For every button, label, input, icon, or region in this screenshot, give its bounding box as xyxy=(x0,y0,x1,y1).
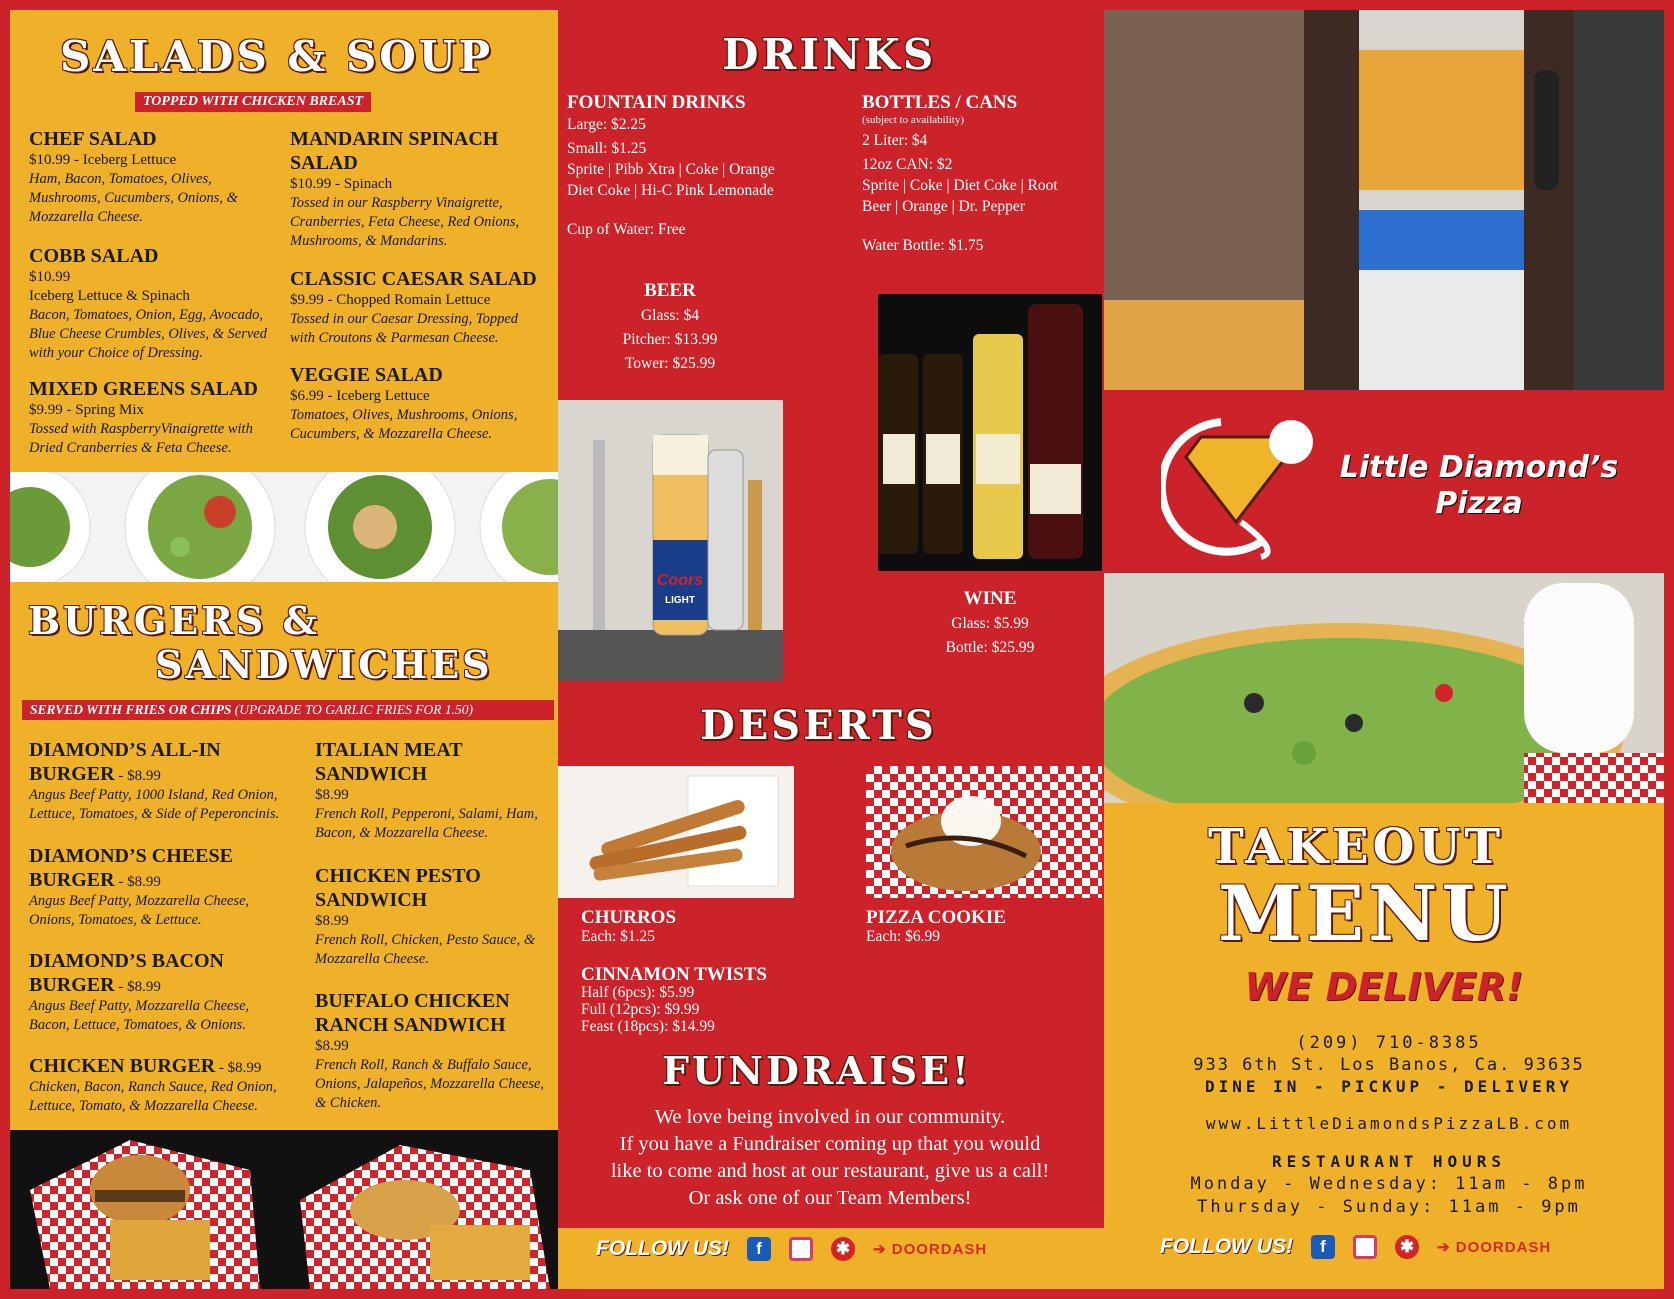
fountain-drinks-title: FOUNTAIN DRINKS xyxy=(567,92,746,113)
burgers-panel xyxy=(10,582,558,1130)
menu-item: CHICKEN PESTO SANDWICH $8.99 French Roll, Chicken, Pesto Sauce, & Mozzarella Cheese. xyxy=(315,865,536,967)
fundraise-text: We love being involved in our community. If you have a Fundraiser coming up that you would like to come and host at our restaurant, give us a call! Or ask one of our Team Members! xyxy=(610,1106,1050,1209)
salads-panel xyxy=(10,10,558,472)
doordash-link[interactable]: ➔ DOORDASH xyxy=(1436,1239,1552,1256)
menu-item: DIAMOND’S ALL-IN BURGER - $8.99 Angus Beef Patty, 1000 Island, Red Onion, Lettuce, Tomatoes, & Side of Peperoncinis. xyxy=(29,739,280,822)
instagram-icon[interactable] xyxy=(1353,1235,1377,1259)
fountain-drinks: FOUNTAIN DRINKS Large: $2.25 Small: $1.25 Sprite | Pibb Xtra | Coke | Orange Diet Coke | Hi-C Pink Lemonade Cup of Water: Free xyxy=(567,92,775,238)
burgers-band: SERVED WITH FRIES OR CHIPS (UPGRADE TO GARLIC FRIES FOR 1.50) xyxy=(22,700,554,720)
pizza-image xyxy=(1104,573,1664,803)
churros-photo xyxy=(558,766,794,898)
menu-item: CHICKEN BURGER - $8.99 Chicken, Bacon, Ranch Sauce, Red Onion, Lettuce, Tomato, & Mozzarella Cheese. xyxy=(29,1055,277,1114)
coors-label: Coors xyxy=(656,572,704,589)
takeout-title: TAKEOUT xyxy=(1208,819,1505,875)
pizza-cookie-image xyxy=(866,766,1102,898)
beer-taps-image xyxy=(558,400,783,681)
follow-label: FOLLOW US! xyxy=(1160,1235,1293,1258)
wine-section: WINE Glass: $5.99 Bottle: $25.99 xyxy=(945,588,1035,656)
hours-line-1: Monday - Wednesday: 11am - 8pm xyxy=(1190,1174,1588,1194)
menu-item: DIAMOND’S BACON BURGER - $8.99 Angus Beef Patty, Mozzarella Cheese, Bacon, Lettuce, Tomatoes, & Onions. xyxy=(29,950,250,1033)
pizza-photo xyxy=(1104,573,1664,803)
bottles-title: BOTTLES / CANS xyxy=(862,92,1018,113)
salads-band: TOPPED WITH CHICKEN BREAST xyxy=(135,92,371,112)
burgers-title-line2: SANDWICHES xyxy=(155,642,493,687)
beer-tower-photo xyxy=(558,400,783,681)
hours-title: RESTAURANT HOURS xyxy=(1271,1152,1507,1171)
hours-line-2: Thursday - Sunday: 11am - 9pm xyxy=(1197,1197,1581,1217)
diamond-chef-logo xyxy=(1161,402,1331,562)
menu-item: BUFFALO CHICKEN RANCH SANDWICH $8.99 French Roll, Ranch & Buffalo Sauce, Onions, Jalapeños, Mozzarella Cheese, & Chicken. xyxy=(315,990,545,1111)
address: 933 6th St. Los Banos, Ca. 93635 xyxy=(1193,1055,1585,1075)
follow-label: FOLLOW US! xyxy=(596,1237,729,1260)
churros-item: CHURROS Each: $1.25 xyxy=(581,907,677,945)
cinnamon-twists-item: CINNAMON TWISTS Half (6pcs): $5.99 Full (12pcs): $9.99 Feast (18pcs): $14.99 xyxy=(581,964,767,1035)
fundraise-title: FUNDRAISE! xyxy=(662,1048,972,1093)
logo-panel xyxy=(1104,390,1664,573)
churros-image xyxy=(558,766,794,898)
beer-tap-photo xyxy=(1104,10,1664,390)
we-deliver: WE DELIVER! xyxy=(1244,965,1524,1009)
follow-bar-right xyxy=(1160,1235,1551,1259)
beer-section: BEER Glass: $4 Pitcher: $13.99 Tower: $25.99 xyxy=(622,280,718,372)
cookie-photo xyxy=(866,766,1102,898)
menu-item: VEGGIE SALAD $6.99 - Iceberg Lettuce Tomatoes, Olives, Mushrooms, Onions, Cucumbers, & Mozzarella Cheese. xyxy=(290,364,518,442)
logo-text: Little Diamond’s Pizza xyxy=(1339,450,1619,521)
drinks-title: DRINKS xyxy=(722,30,937,79)
wine-bottles-image xyxy=(878,294,1102,571)
menu-item: MIXED GREENS SALAD $9.99 - Spring Mix Tossed with RaspberryVinaigrette with Dried Cranberries & Feta Cheese. xyxy=(29,378,258,456)
wine-photo xyxy=(878,294,1102,571)
bottles-cans: BOTTLES / CANS (subject to availability) 2 Liter: $4 12oz CAN: $2 Sprite | Coke | Diet Coke | Root Beer | Orange | Dr. Pepper Water Bottle: $1.75 xyxy=(862,92,1058,254)
cookie-item: PIZZA COOKIE Each: $6.99 xyxy=(866,907,1006,945)
yelp-icon[interactable]: ✱ xyxy=(831,1237,855,1261)
light-label: LIGHT xyxy=(665,595,695,606)
salads-title: SALADS & SOUP xyxy=(60,32,494,81)
yelp-icon[interactable]: ✱ xyxy=(1395,1235,1419,1259)
salad-photo xyxy=(10,472,558,582)
beer-tower-closeup-image xyxy=(1104,10,1664,390)
salad-plates-image xyxy=(10,472,558,582)
beer-title: BEER xyxy=(644,280,696,301)
burger-basket-image xyxy=(10,1130,558,1289)
facebook-icon[interactable]: f xyxy=(1311,1235,1335,1259)
deserts-title: DESERTS xyxy=(700,702,937,749)
wine-title: WINE xyxy=(963,588,1017,609)
website[interactable]: www.LittleDiamondsPizzaLB.com xyxy=(1205,1114,1573,1133)
burger-photo xyxy=(10,1130,558,1289)
menu-item: CLASSIC CAESAR SALAD $9.99 - Chopped Romain Lettuce Tossed in our Caesar Dressing, Topped with Croutons & Parmesan Cheese. xyxy=(290,268,537,346)
doordash-link[interactable]: ➔ DOORDASH xyxy=(872,1241,988,1258)
menu-item: DIAMOND’S CHEESE BURGER - $8.99 Angus Beef Patty, Mozzarella Cheese, Onions, Tomatoes, & Lettuce. xyxy=(29,845,250,928)
facebook-icon[interactable]: f xyxy=(747,1237,771,1261)
menu-item: ITALIAN MEAT SANDWICH $8.99 French Roll, Pepperoni, Salami, Ham, Bacon, & Mozzarella Cheese. xyxy=(315,739,538,841)
services: DINE IN - PICKUP - DELIVERY xyxy=(1204,1077,1574,1096)
instagram-icon[interactable] xyxy=(789,1237,813,1261)
burgers-title-line1: BURGERS & xyxy=(28,598,320,643)
menu-item: CHEF SALAD $10.99 - Iceberg Lettuce Ham, Bacon, Tomatoes, Olives, Mushrooms, Cucumbers, Onions, & Mozzarella Cheese. xyxy=(29,128,238,225)
menu-item: MANDARIN SPINACH SALAD $10.99 - Spinach Tossed in our Raspberry Vinaigrette, Cranberries, Feta Cheese, Red Onions, Mushrooms, & Mandarins. xyxy=(290,128,520,249)
follow-bar-middle xyxy=(596,1237,987,1261)
menu-title: MENU xyxy=(1218,869,1512,958)
phone[interactable]: (209) 710-8385 xyxy=(1296,1033,1482,1053)
menu-item: COBB SALAD $10.99 Iceberg Lettuce & Spinach Bacon, Tomatoes, Onion, Egg, Avocado, Blue Cheese Crumbles, Olives, & Served with your Choice of Dressing. xyxy=(29,245,267,361)
